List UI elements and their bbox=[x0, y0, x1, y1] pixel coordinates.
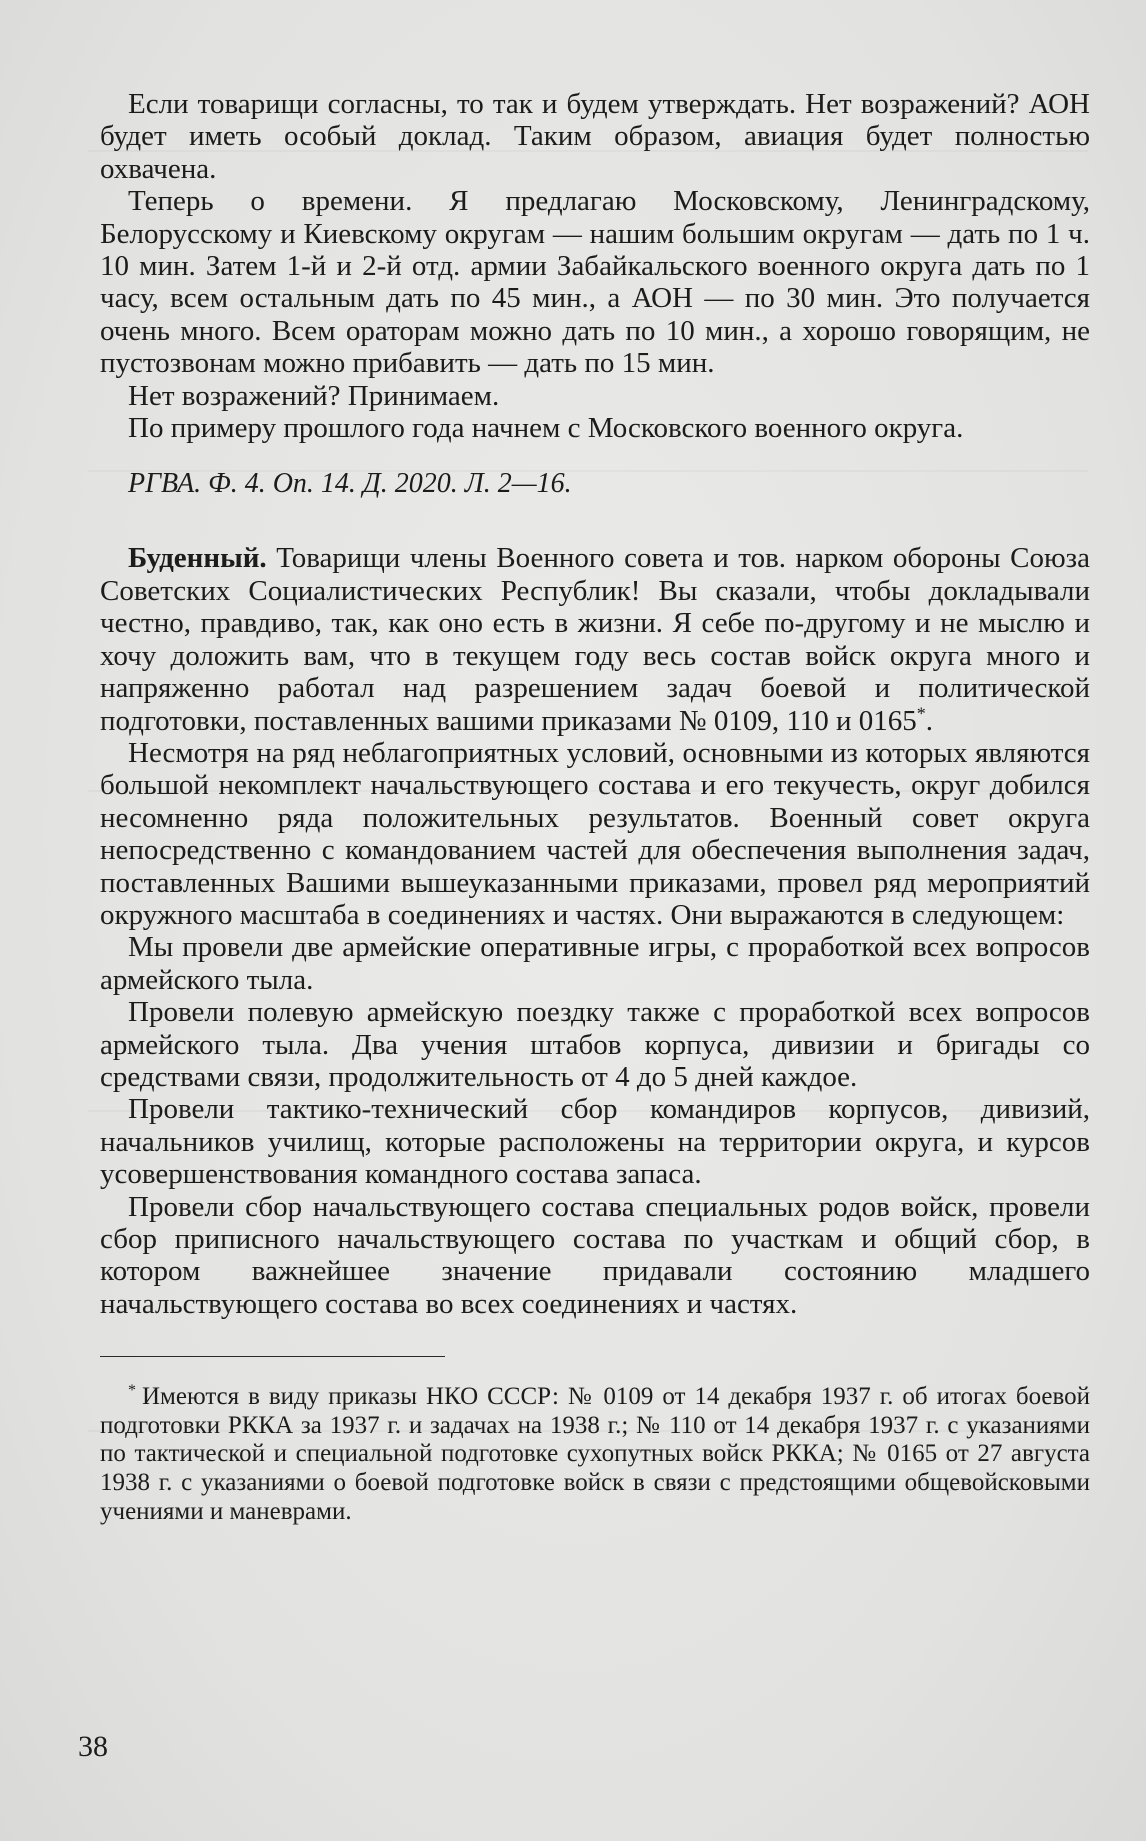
paragraph: Теперь о времени. Я предлагаю Московскому, Ленинградскому, Белорусскому и Киевскому округам — нашим большим округам — дать по 1 ч. 10 мин. Затем 1-й и 2-й отд. армии Забайкальского военного округа дать по 1 часу, всем остальным дать по 45 мин., а АОН — по 30 мин. Это получается очень много. Всем ораторам можно дать по 10 мин., а хорошо говорящим, не пустозвонам можно прибавить — дать по 15 мин. bbox=[100, 185, 1090, 380]
speech-opening-tail: . bbox=[925, 704, 934, 737]
paragraph: По примеру прошлого года начнем с Московского военного округа. bbox=[128, 412, 964, 445]
footnote-divider bbox=[100, 1356, 445, 1357]
paragraph: Провели полевую армейскую поездку также с проработкой всех вопросов армейского тыла. Два учения штабов корпуса, дивизии и бригады со средствами связи, продолжительность от 4 до 5 дней каждое. bbox=[100, 996, 1090, 1093]
speech-opening-text: Товарищи члены Военного совета и тов. нарком обороны Союза Советских Социалистических Республик! Вы сказали, чтобы докладывали честно, правдиво, так, как оно есть в жизни. Я себе по-другому и не мыслю и хочу доложить вам, что в текущем году весь состав войск округа много и напряженно работал над разрешением задач боевой и политической подготовки, поставленных вашими приказами № 0109, 110 и 0165 bbox=[100, 542, 1090, 737]
paragraph: Мы провели две армейские оперативные игры, с проработкой всех вопросов армейского тыла. bbox=[100, 931, 1090, 996]
page-number: 38 bbox=[78, 1730, 108, 1763]
archive-source-reference: РГВА. Ф. 4. Оп. 14. Д. 2020. Л. 2—16. bbox=[128, 468, 572, 500]
paragraph: Провели сбор начальствующего состава специальных родов войск, провели сбор приписного начальствующего состава по участкам и общий сбор, в котором важнейшее значение придавали состоянию младшего начальствующего состава во всех соединениях и частях. bbox=[100, 1190, 1090, 1320]
paragraph: Несмотря на ряд неблагоприятных условий, основными из которых являются большой некомплект начальствующего состава и его текучесть, округ добился несомненно ряда положительных результатов. Военный совет округа непосредственно с командованием частей для обеспечения выполнения задач, поставленных Вашими вышеуказанными приказами, провел ряд мероприятий окружного масштаба в соединениях и частях. Они выражаются в следующем: bbox=[100, 736, 1090, 931]
speaker-name: Буденный. bbox=[128, 542, 267, 575]
paragraph: Если товарищи согласны, то так и будем утверждать. Нет возражений? АОН будет иметь особый доклад. Таким образом, авиация будет полностью охвачена. bbox=[100, 88, 1090, 185]
paragraph: Нет возражений? Принимаем. bbox=[128, 379, 500, 412]
speech-opening-paragraph bbox=[100, 542, 1090, 736]
footnote-mark: * bbox=[128, 1381, 136, 1399]
footnote bbox=[100, 1383, 1090, 1526]
footnote-text: Имеются в виду приказы НКО СССР: № 0109 от 14 декабря 1937 г. об итогах боевой подготовки РККА за 1937 г. и задачах на 1938 г.; № 110 от 14 декабря 1937 г. с указаниями по тактической и специальной подготовке сухопутных войск РККА; № 0165 от 27 августа 1938 г. с указаниями о боевой подготовке войск в связи с предстоящими общевойсковыми учениями и маневрами. bbox=[100, 1383, 1090, 1525]
footnote-reference[interactable]: * bbox=[916, 702, 926, 723]
text-column bbox=[100, 88, 1090, 1526]
paragraph: Провели тактико-технический сбор командиров корпусов, дивизий, начальников училищ, которые расположены на территории округа, и курсов усовершенствования командного состава запаса. bbox=[100, 1093, 1090, 1191]
speech-block bbox=[100, 542, 1090, 1320]
